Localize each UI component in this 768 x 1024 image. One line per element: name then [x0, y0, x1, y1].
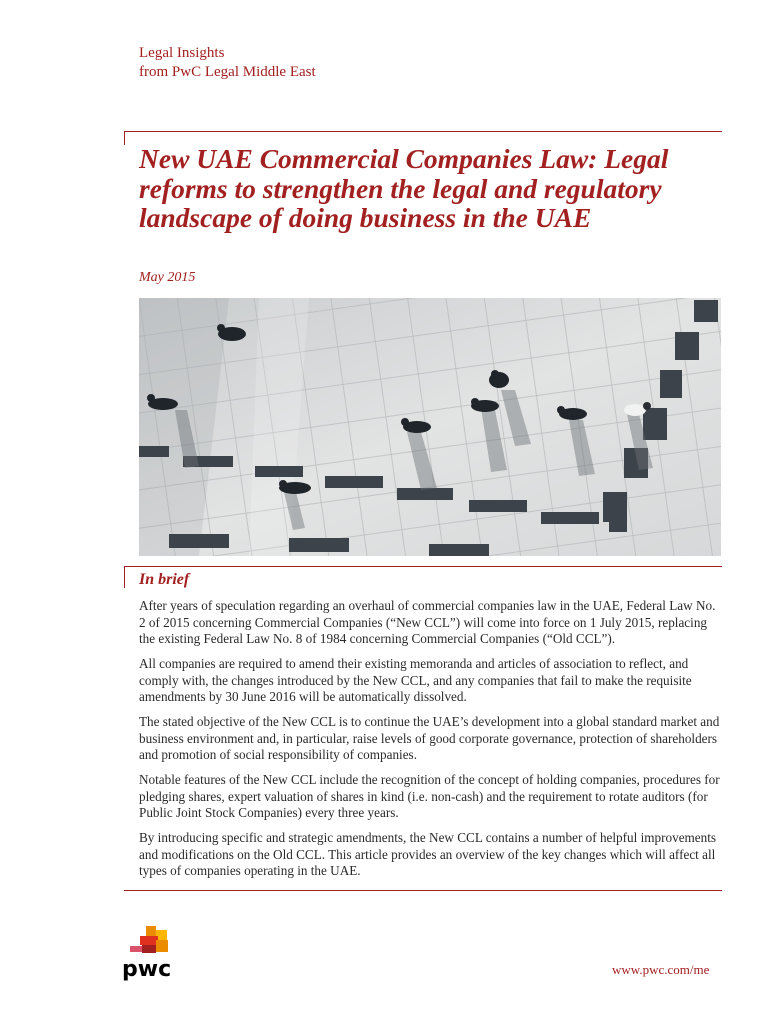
- paragraph-2: All companies are required to amend their existing memoranda and articles of association to reflect, and comply with, the changes introduced by the New CCL, and any companies that fail to make the requisite amendments by 30 June 2016 will be automatically dissolved.: [139, 656, 692, 704]
- logo-block-5: [130, 946, 142, 952]
- section-divider-tick: [124, 566, 125, 588]
- paragraph-5: By introducing specific and strategic amendments, the New CCL contains a number of helpful improvements and modifications on the Old CCL. This article provides an overview of the key changes which will affect all types of companies operating in the UAE.: [139, 830, 717, 878]
- series-line-2: from PwC Legal Middle East: [139, 64, 316, 80]
- publication-date: May 2015: [139, 270, 196, 285]
- section-divider: [124, 566, 722, 567]
- publication-series: [139, 44, 316, 82]
- paragraph-3: The stated objective of the New CCL is to continue the UAE’s development into a global standard market and business environment and, in particular, raise levels of good corporate governance, protection of shareholders and promotion of social responsibility of companies.: [139, 714, 720, 762]
- pwc-logo: [120, 924, 184, 982]
- series-line-1: Legal Insights: [139, 45, 225, 61]
- article-body: [139, 598, 724, 888]
- website-link[interactable]: www.pwc.com/me: [612, 962, 710, 977]
- logo-block-4: [156, 940, 168, 952]
- pwc-wordmark: pwc: [122, 957, 172, 982]
- paragraph-4: Notable features of the New CCL include the recognition of the concept of holding companies, procedures for pledging shares, expert valuation of shares in kind (i.e. non-cash) and the requirement to rotate auditors (for Public Joint Stock Companies) every three years.: [139, 772, 720, 820]
- logo-block-3: [140, 936, 158, 945]
- header-divider: [124, 131, 722, 132]
- logo-block-6: [142, 945, 156, 953]
- plaza-aerial-photo: [139, 298, 721, 556]
- logo-block-1: [146, 926, 156, 936]
- header-divider-tick: [124, 131, 125, 145]
- paragraph-1: After years of speculation regarding an overhaul of commercial companies law in the UAE, Federal Law No. 2 of 2015 concerning Commercial Companies (“New CCL”) will come into force on 1 July 2015, replacing the existing Federal Law No. 8 of 1984 concerning Commercial Companies (“Old CCL”).: [139, 598, 716, 646]
- article-title: New UAE Commercial Companies Law: Legal reforms to strengthen the legal and regulatory landscape of doing business in the UAE: [139, 143, 669, 233]
- section-heading-in-brief: In brief: [139, 571, 190, 588]
- footer-divider: [124, 890, 722, 891]
